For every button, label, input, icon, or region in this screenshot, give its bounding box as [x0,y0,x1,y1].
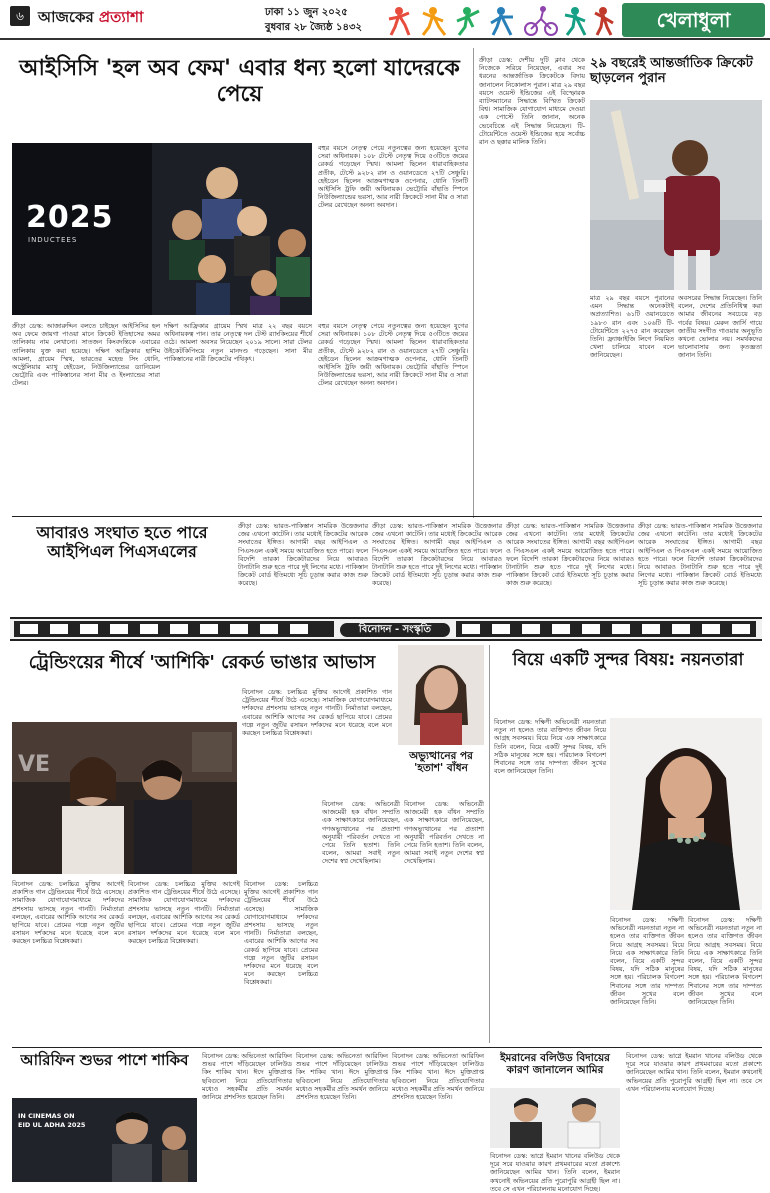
aamir-photo [490,1088,620,1148]
hof-year: 2025 [26,200,114,235]
film-strip-right-icon [456,621,756,637]
aashiqui-photo [12,722,237,874]
arifin-body-column-2: বিনোদন ডেস্ক: অভিনেতা আরিফিন শুভর পাশে দাঁড়িয়েছেন ঢালিউড কিং শাকিব খান। ঈদে মুক্তিপ্রাপ্ত ছবিগুলো নিয়ে প্রতিযোগিতার মধ্যেও সহকর্মীর প্রতি সমর্থন জানিয়ে প্রশংসিত হয়েছেন তিনি। [296,1052,388,1102]
section-divider [12,1047,762,1048]
hotash-body-column-2: বিনোদন ডেস্ক: অভিনেত্রী আজমেরী হক বাঁধন সম্প্রতি এক সাক্ষাৎকারে জানিয়েছেন, গণঅভ্যুত্থানের পর প্রত্যাশা অনুযায়ী পরিবর্তন দেখতে না পেয়ে তিনি হতাশ। তিনি বলেন, আমরা সবাই নতুন দেশের স্বপ্ন দেখেছিলাম। [404,800,484,866]
nayanthara-body-column-3: বিনোদন ডেস্ক: দক্ষিণী অভিনেত্রী নয়নতারা নতুন না হলেও তার ব্যক্তিগত জীবন নিয়ে আগ্রহ সবসময়। বিয়ে নিয়ে এক সাক্ষাৎকারে তিনি বলেন, বিয়ে একটি সুন্দর বিষয়, যদি সঠিক মানুষের সঙ্গে হয়। পরিচালক বিগনেশ শিবানের সঙ্গে তার দাম্পত্য জীবন সুখের বলে জানিয়েছেন তিনি। [688,916,762,1007]
arifin-body-column-3: বিনোদন ডেস্ক: অভিনেতা আরিফিন শুভর পাশে দাঁড়িয়েছেন ঢালিউড কিং শাকিব খান। ঈদে মুক্তিপ্রাপ্ত ছবিগুলো নিয়ে প্রতিযোগিতার মধ্যেও সহকর্মীর প্রতি সমর্থন জানিয়ে প্রশংসিত হয়েছেন তিনি। [392,1052,484,1102]
hof-body-column-1: ক্রীড়া ডেস্ক: আজারুদ্দিন বলতে চাইছেন আইসিসির হল অব ফেমে জায়গা পাওয়া মানে ক্রিকেট ইতিহাসের অমর তালিকায় নাম লেখানো। সাতজন কিংবদন্তিকে এবারের তালিকায় যুক্ত করা হয়েছে। দক্ষিণ আফ্রিকার হাশিম আমলা, গ্রায়েম স্মিথ, ভারতের মহেন্দ্র সিং ধোনি, অস্ট্রেলিয়ার ম্যাথু হেইডেন, নিউজিল্যান্ডের ড্যানিয়েল ভেট্টোরি এবং পাকিস্তানের সানা মীর ও ইংল্যান্ডের সারা টেলর। [12,322,160,388]
hotash-photo [398,645,484,745]
date-line: ঢাকা ১১ জুন ২০২৫ [265,7,348,18]
aashiqui-photo-text: VE [18,752,51,777]
entertainment-banner [10,617,762,641]
aamir-body-column-2: বিনোদন ডেস্ক: ভাগ্নে ইমরান খানের বলিউড থেকে দূরে সরে যাওয়ার কারণ প্রথমবারের মতো প্রকাশ্যে জানিয়েছেন আমির খান। তিনি বলেন, ইমরান কখনোই অভিনয়ের প্রতি পুরোপুরি আগ্রহী ছিল না। তবে সে এখন পরিচালনায় মনোযোগ দিচ্ছে। [626,1052,762,1093]
entertainment-section-label: বিনোদন - সংস্কৃতি [340,623,450,637]
section-title: খেলাধুলা [622,3,765,37]
paper-brand: প্রত্যাশা [98,8,144,26]
ipl-body-column-3: ক্রীড়া ডেস্ক: ভারত-পাকিস্তান সামরিক উত্তেজনার জের এখনো কাটেনি। তার মধ্যেই ক্রিকেটের আরেক সংঘাতের ইঙ্গিত। আগামী বছর আইপিএল ও পিএসএল একই সময়ে আয়োজিত হতে পারে। ফলে বিদেশি তারকা ক্রিকেটারদের নিয়ে আবারও টানাটানি শুরু হতে পারে দুই লিগের মধ্যে। পাকিস্তান ক্রিকেট বোর্ড ইতিমধ্যে সূচি চূড়ান্ত করার কাজ শুরু করেছে। [506,522,634,588]
arifin-headline: আরিফিন শুভর পাশে শাকিব [20,1051,189,1069]
puran-body-column-1: ক্রীড়া ডেস্ক: দেশীয় দুটি ক্লাব থেকে নিজেকে সরিয়ে নিয়েছেন, এবার সব ধরনের আন্তর্জাতিক ক্রিকেটকে বিদায় জানালেন নিকোলাস পুরান। মাত্র ২৯ বছর বয়সে ওয়েস্ট ইন্ডিজের এই বিস্ফোরক ব্যাটসম্যানের সিদ্ধান্তে বিস্মিত ক্রিকেট বিশ্ব। সামাজিক যোগাযোগ মাধ্যমে দেওয়া এক পোস্টে তিনি জানান, অনেক ভেবেচিন্তে এই সিদ্ধান্ত নিয়েছেন। টি-টোয়েন্টিতে ওয়েস্ট ইন্ডিজের হয়ে সর্বোচ্চ রান ও ছক্কার মালিক তিনি। [479,56,585,147]
hof-photo-caption: INDUCTEES [28,236,78,244]
nayanthara-body-column-1: বিনোদন ডেস্ক: দক্ষিণী অভিনেত্রী নয়নতারা নতুন না হলেও তার ব্যক্তিগত জীবন নিয়ে আগ্রহ সবসময়। বিয়ে নিয়ে এক সাক্ষাৎকারে তিনি বলেন, বিয়ে একটি সুন্দর বিষয়, যদি সঠিক মানুষের সঙ্গে হয়। পরিচালক বিগনেশ শিবানের সঙ্গে তার দাম্পত্য জীবন সুখের বলে জানিয়েছেন তিনি। [494,718,606,776]
section-divider [12,516,762,517]
page-number: ৬ [10,6,30,26]
aamir-body-column-1: বিনোদন ডেস্ক: ভাগ্নে ইমরান খানের বলিউড থেকে দূরে সরে যাওয়ার কারণ প্রথমবারের মতো প্রকাশ্যে জানিয়েছেন আমির খান। তিনি বলেন, ইমরান কখনোই অভিনয়ের প্রতি পুরোপুরি আগ্রহী ছিল না। তবে সে এখন পরিচালনায় মনোযোগ দিচ্ছে। [490,1152,620,1193]
hotash-body-column-1: বিনোদন ডেস্ক: অভিনেত্রী আজমেরী হক বাঁধন সম্প্রতি এক সাক্ষাৎকারে জানিয়েছেন, গণঅভ্যুত্থানের পর প্রত্যাশা অনুযায়ী পরিবর্তন দেখতে না পেয়ে তিনি হতাশ। তিনি বলেন, আমরা সবাই নতুন দেশের স্বপ্ন দেখেছিলাম। [322,800,400,866]
aashiqui-body-column-3: বিনোদন ডেস্ক: চলচ্চিত্র মুক্তির আগেই প্রকাশিত গান ট্রেন্ডিংয়ের শীর্ষে উঠে এসেছে। সামাজিক যোগাযোগমাধ্যমে দর্শকদের প্রশংসায় ভাসছে নতুন গানটি। নির্মাতারা বলছেন, এবারের আশিকি আগের সব রেকর্ড ছাপিয়ে যাবে। প্রেমের গল্পে নতুন জুটির রসায়ন দর্শকদের মনে ধরেছে বলে মনে করছেন চলচ্চিত্র বিশ্লেষকরা। [128,880,240,946]
poster-line-1: IN CINEMAS ON [18,1112,75,1120]
hof-body-column-2: বহুর বয়সে নেতৃত্ব পেয়ে নতুনত্বের জন্য হয়েছেন যুগের সেরা অধিনায়ক। ১০৮ টেস্টে নেতৃত্ব দিয়ে ৫৩টিতে জয়ের রেকর্ড গড়েছেন স্মিথ। আমলা ছিলেন ধারাবাহিকতার প্রতীক, টেস্টে ৯২৮২ রান ও ওয়ানডেতে ২৭টি সেঞ্চুরি। হেইডেন ছিলেন আক্রমণাত্মক ওপেনার, ধোনি তিনটি আইসিসি ট্রফি জয়ী অধিনায়ক। ভেট্টোরি বাঁহাতি স্পিনে নিউজিল্যান্ডের ভরসা, আর নারী ক্রিকেটে সানা মীর ও সারা টেলর রেখেছেন অনন্য অবদান। [318,144,468,210]
ipl-headline: আবারও সংঘাত হতে পারে আইপিএল পিএসএলের [36,523,208,561]
arifin-poster [12,1098,197,1182]
column-divider [489,645,490,1043]
aashiqui-headline: ট্রেন্ডিংয়ের শীর্ষে 'আশিকি' রেকর্ড ভাঙার আভাস [28,652,376,673]
arifin-body-column-1: বিনোদন ডেস্ক: অভিনেতা আরিফিন শুভর পাশে দাঁড়িয়েছেন ঢালিউড কিং শাকিব খান। ঈদে মুক্তিপ্রাপ্ত ছবিগুলো নিয়ে প্রতিযোগিতার মধ্যেও সহকর্মীর প্রতি সমর্থন জানিয়ে প্রশংসিত হয়েছেন তিনি। [202,1052,292,1102]
puran-body-column-2: মাত্র ২৯ বছর বয়সে পুরানের এমন সিদ্ধান্ত অনেকটাই অপ্রত্যাশিত। ৬১টি ওয়ানডেতে ১৯৮৩ রান এবং ১০৬টি টি-টোয়েন্টিতে ২২৭৫ রান করেছেন তিনি। ফ্র্যাঞ্চাইজি লিগে নিয়মিত খেলা চালিয়ে যাবেন বলে জানিয়েছেন। [590,294,674,360]
ipl-body-column-1: ক্রীড়া ডেস্ক: ভারত-পাকিস্তান সামরিক উত্তেজনার জের এখনো কাটেনি। তার মধ্যেই ক্রিকেটের আরেক সংঘাতের ইঙ্গিত। আগামী বছর আইপিএল ও পিএসএল একই সময়ে আয়োজিত হতে পারে। ফলে বিদেশি তারকা ক্রিকেটারদের নিয়ে আবারও টানাটানি শুরু হতে পারে দুই লিগের মধ্যে। পাকিস্তান ক্রিকেট বোর্ড ইতিমধ্যে সূচি চূড়ান্ত করার কাজ শুরু করেছে। [238,522,368,588]
sports-icons-strip [385,3,615,37]
nayanthara-body-column-2: বিনোদন ডেস্ক: দক্ষিণী অভিনেত্রী নয়নতারা নতুন না হলেও তার ব্যক্তিগত জীবন নিয়ে আগ্রহ সবসময়। বিয়ে নিয়ে এক সাক্ষাৎকারে তিনি বলেন, বিয়ে একটি সুন্দর বিষয়, যদি সঠিক মানুষের সঙ্গে হয়। পরিচালক বিগনেশ শিবানের সঙ্গে তার দাম্পত্য জীবন সুখের বলে জানিয়েছেন তিনি। [610,916,684,1007]
nayanthara-headline: বিয়ে একটি সুন্দর বিষয়: নয়নতারা [512,650,744,670]
hof-headline: আইসিসি 'হল অব ফেম' এবার ধন্য হলো যাদেরকে পেয়ে [19,56,460,107]
hotash-headline: অভ্যুত্থানের পর 'হতাশ' বাঁধন [409,750,473,775]
newspaper-name [38,6,143,31]
paper-prefix: আজকের [38,8,99,26]
nayanthara-photo [610,718,762,910]
date-line-bangla: বুধবার ২৮ জ্যৈষ্ঠ ১৪৩২ [265,22,362,33]
aashiqui-body-column-2: বিনোদন ডেস্ক: চলচ্চিত্র মুক্তির আগেই প্রকাশিত গান ট্রেন্ডিংয়ের শীর্ষে উঠে এসেছে। সামাজিক যোগাযোগমাধ্যমে দর্শকদের প্রশংসায় ভাসছে নতুন গানটি। নির্মাতারা বলছেন, এবারের আশিকি আগের সব রেকর্ড ছাপিয়ে যাবে। প্রেমের গল্পে নতুন জুটির রসায়ন দর্শকদের মনে ধরেছে বলে মনে করছেন চলচ্চিত্র বিশ্লেষকরা। [12,880,124,946]
ipl-body-column-2: ক্রীড়া ডেস্ক: ভারত-পাকিস্তান সামরিক উত্তেজনার জের এখনো কাটেনি। তার মধ্যেই ক্রিকেটের আরেক সংঘাতের ইঙ্গিত। আগামী বছর আইপিএল ও পিএসএল একই সময়ে আয়োজিত হতে পারে। ফলে বিদেশি তারকা ক্রিকেটারদের নিয়ে আবারও টানাটানি শুরু হতে পারে দুই লিগের মধ্যে। পাকিস্তান ক্রিকেট বোর্ড ইতিমধ্যে সূচি চূড়ান্ত করার কাজ শুরু করেছে। [372,522,502,588]
aashiqui-body-column-4: বিনোদন ডেস্ক: চলচ্চিত্র মুক্তির আগেই প্রকাশিত গান ট্রেন্ডিংয়ের শীর্ষে উঠে এসেছে। সামাজিক যোগাযোগমাধ্যমে দর্শকদের প্রশংসায় ভাসছে নতুন গানটি। নির্মাতারা বলছেন, এবারের আশিকি আগের সব রেকর্ড ছাপিয়ে যাবে। প্রেমের গল্পে নতুন জুটির রসায়ন দর্শকদের মনে ধরেছে বলে মনে করছেন চলচ্চিত্র বিশ্লেষকরা। [244,880,318,987]
puran-headline: ২৯ বছরেই আন্তর্জাতিক ক্রিকেট ছাড়লেন পুরান [590,56,753,87]
column-divider [473,48,474,518]
poster-line-2: EID UL ADHA 2025 [18,1121,86,1129]
masthead [0,0,770,40]
ipl-body-column-4: ক্রীড়া ডেস্ক: ভারত-পাকিস্তান সামরিক উত্তেজনার জের এখনো কাটেনি। তার মধ্যেই ক্রিকেটের আরেক সংঘাতের ইঙ্গিত। আগামী বছর আইপিএল ও পিএসএল একই সময়ে আয়োজিত হতে পারে। ফলে বিদেশি তারকা ক্রিকেটারদের নিয়ে আবারও টানাটানি শুরু হতে পারে দুই লিগের মধ্যে। পাকিস্তান ক্রিকেট বোর্ড ইতিমধ্যে সূচি চূড়ান্ত করার কাজ শুরু করেছে। [638,522,762,588]
film-strip-left-icon [14,621,334,637]
hof-body-column-4: বহুর বয়সে নেতৃত্ব পেয়ে নতুনত্বের জন্য হয়েছেন যুগের সেরা অধিনায়ক। ১০৮ টেস্টে নেতৃত্ব দিয়ে ৫৩টিতে জয়ের রেকর্ড গড়েছেন স্মিথ। আমলা ছিলেন ধারাবাহিকতার প্রতীক, টেস্টে ৯২৮২ রান ও ওয়ানডেতে ২৭টি সেঞ্চুরি। হেইডেন ছিলেন আক্রমণাত্মক ওপেনার, ধোনি তিনটি আইসিসি ট্রফি জয়ী অধিনায়ক। ভেট্টোরি বাঁহাতি স্পিনে নিউজিল্যান্ডের ভরসা, আর নারী ক্রিকেটে সানা মীর ও সারা টেলর রেখেছেন অনন্য অবদান। [318,322,468,388]
aamir-headline: ইমরানের বলিউড বিদায়ের কারণ জানালেন আমির [500,1052,610,1077]
puran-body-column-3: অবসরের সিদ্ধান্ত নিয়েছেন। তিনি বলেন, দেশের প্রতিনিধিত্ব করা আমার জীবনের সবচেয়ে বড় গর্বের বিষয়। মেরুন জার্সি গায়ে জাতীয় সংগীত গাওয়ার অনুভূতি কখনো ভোলার নয়। সমর্থকদের ভালোবাসার জন্য কৃতজ্ঞতা জানান তিনি। [678,294,762,360]
aashiqui-body-column-1: বিনোদন ডেস্ক: চলচ্চিত্র মুক্তির আগেই প্রকাশিত গান ট্রেন্ডিংয়ের শীর্ষে উঠে এসেছে। সামাজিক যোগাযোগমাধ্যমে দর্শকদের প্রশংসায় ভাসছে নতুন গানটি। নির্মাতারা বলছেন, এবারের আশিকি আগের সব রেকর্ড ছাপিয়ে যাবে। প্রেমের গল্পে নতুন জুটির রসায়ন দর্শকদের মনে ধরেছে বলে মনে করছেন চলচ্চিত্র বিশ্লেষকরা। [242,688,392,738]
puran-photo [590,100,762,290]
hof-body-column-3: দক্ষিণ আফ্রিকার গ্রায়েম স্মিথ মাত্র ২২ বছর বয়সে অধিনায়কত্ব পান। তার নেতৃত্বে দল টেস্ট র‍্যাংকিংয়ের শীর্ষে ওঠে। আমলা অবসর নিয়েছেন ২০১৯ সালে। সারা টেলর উইকেটকিপিংয়ে নতুন মানদণ্ড গড়েছেন। সানা মীর পাকিস্তানের নারী ক্রিকেটের পথিকৃৎ। [164,322,312,363]
